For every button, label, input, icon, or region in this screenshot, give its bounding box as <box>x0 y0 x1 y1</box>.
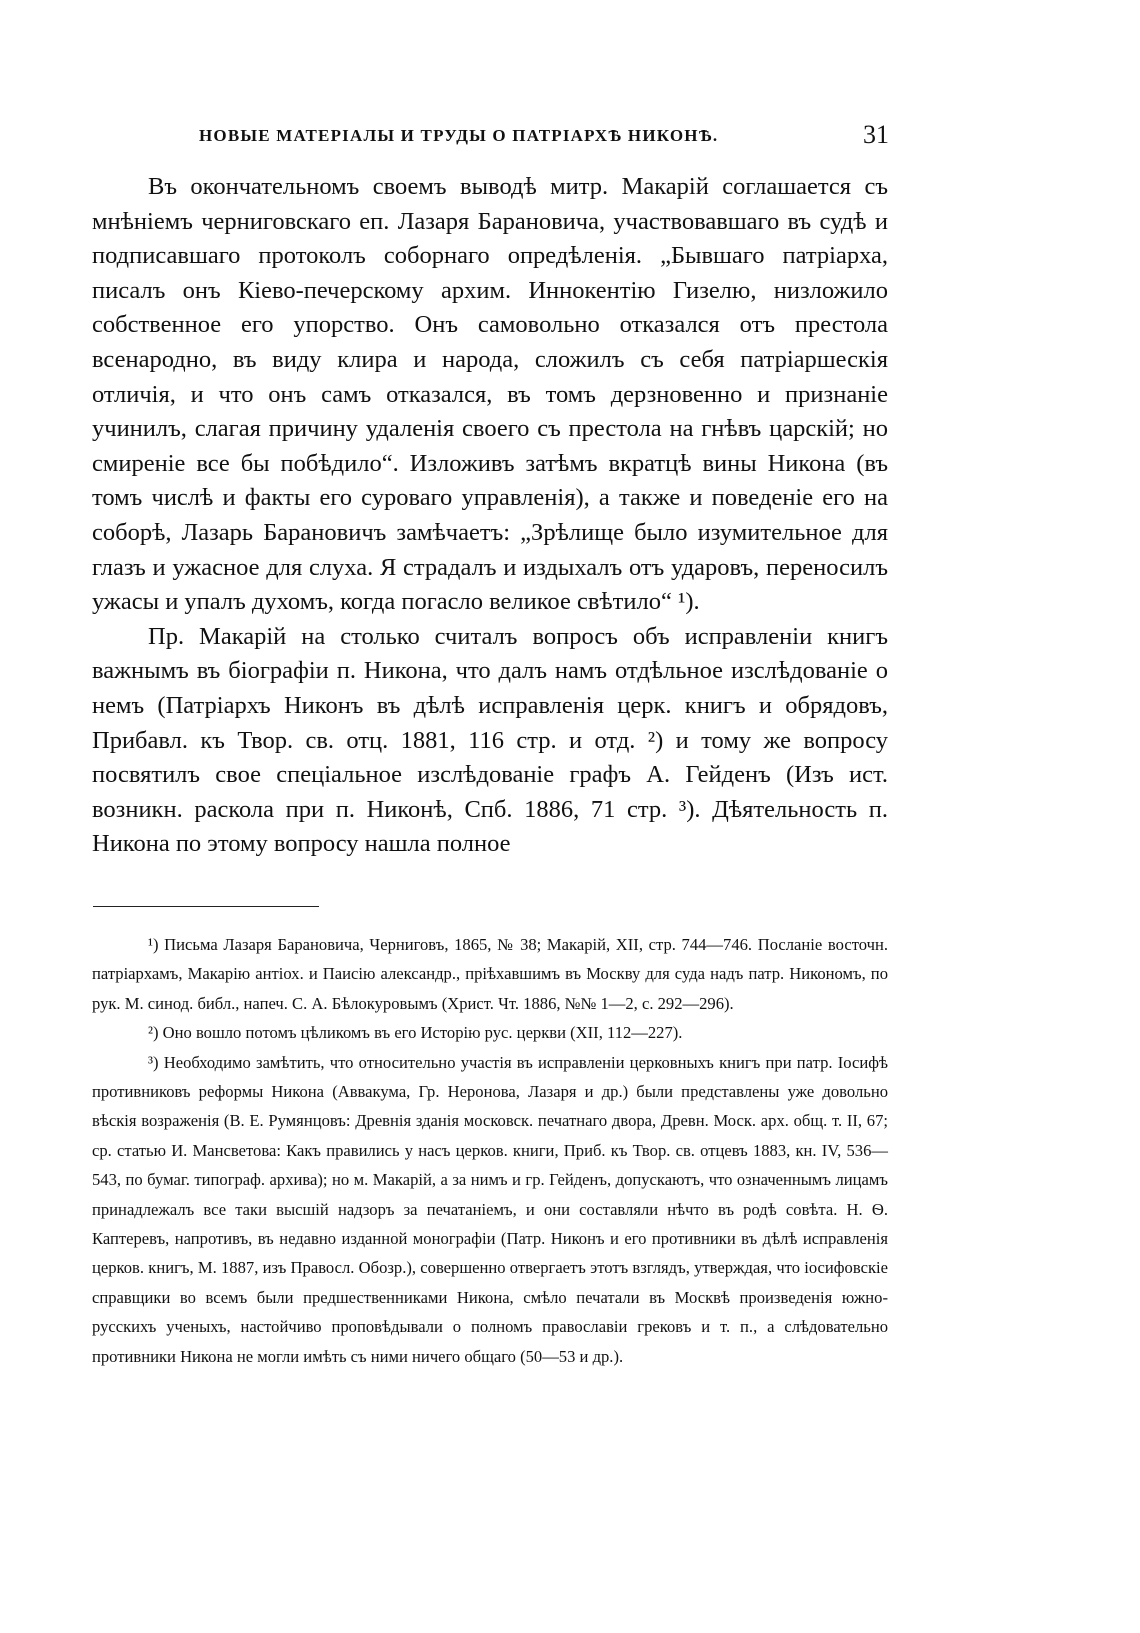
main-text <box>92 170 888 862</box>
body-paragraph: Пр. Макарій на столько считалъ вопросъ объ исправленіи книгъ важнымъ въ біографіи п. Никона, что далъ намъ отдѣльное изслѣдованіе о немъ (Патріархъ Никонъ въ дѣлѣ исправленія церк. книгъ и обрядовъ, Прибавл. къ Твор. св. отц. 1881, 116 стр. и отд. ²) и тому же вопросу посвятилъ свое спеціальное изслѣдованіе графъ А. Гейденъ (Изъ ист. возникн. раскола при п. Никонѣ, Спб. 1886, 71 стр. ³). Дѣятельность п. Никона по этому вопросу нашла полное <box>92 622 888 858</box>
footnote: ²) Оно вошло потомъ цѣликомъ въ его Исторію рус. церкви (XII, 112—227). <box>148 1023 683 1043</box>
body-paragraph: Въ окончательномъ своемъ выводѣ митр. Макарій соглашается съ мнѣніемъ черниговскаго еп. Лазаря Барановича, участвовавшаго въ судѣ и подписавшаго протоколъ соборнаго опредѣленія. „Бывшаго патріарха, писалъ онъ Кіево-печерскому архим. Иннокентію Гизелю, низложило собственное его упорство. Онъ самовольно отказался отъ престола всенародно, въ виду клира и народа, сложилъ съ себя патріаршескія отличія, и что онъ самъ отказался, въ томъ дерзновенно и признаніе учинилъ, слагая причину удаленія своего съ престола на гнѣвъ царскій; но смиреніе все бы побѣдило“. Изложивъ затѣмъ вкратцѣ вины Никона (въ томъ числѣ и факты его суроваго управленія), а также и поведеніе его на соборѣ, Лазарь Барановичъ замѣчаетъ: „Зрѣлище было изумительное для глазъ и ужасное для слуха. Я страдалъ и издыхалъ отъ ударовъ, переносилъ ужасы и упалъ духомъ, когда погасло великое свѣтило“ ¹). <box>92 173 888 616</box>
footnotes <box>92 930 888 1371</box>
footnote: ³) Необходимо замѣтить, что относительно участія въ исправленіи церковныхъ книгъ при патр. Іосифѣ противниковъ реформы Никона (Аввакума, Гр. Неронова, Лазаря и др.) были представлены уже довольно вѣскія возраженія (В. Е. Румянцовъ: Древнія зданія московск. печатнаго двора, Древн. Моск. арх. общ. т. II, 67; ср. статью И. Мансветова: Какъ правились у насъ церков. книги, Приб. къ Твор. св. отцевъ 1883, кн. IV, 536—543, по бумаг. типограф. архива); но м. Макарій, а за нимъ и гр. Гейденъ, допускаютъ, что означеннымъ лицамъ принадлежалъ все таки высшій надзоръ за печатаніемъ, и они составляли нѣчто въ родѣ совѣта. Н. Ѳ. Каптеревъ, напротивъ, въ недавно изданной монографіи (Патр. Никонъ и его противники въ дѣлѣ исправленія церков. книгъ, М. 1887, изъ Правосл. Обозр.), совершенно отвергаетъ этотъ взглядъ, утверждая, что іосифовскіе справщики во всемъ были предшественниками Никона, смѣло печатали въ Москвѣ произведенія южно-русскихъ ученыхъ, настойчиво проповѣдывали о полномъ православіи грековъ и т. п., а слѣдовательно противники Никона не могли имѣть съ ними ничего общаго (50—53 и др.). <box>92 1052 888 1366</box>
running-title: НОВЫЕ МАТЕРІАЛЫ И ТРУДЫ О ПАТРІАРХѢ НИКОНѢ. <box>199 126 719 145</box>
footnote: ¹) Письма Лазаря Барановича, Черниговъ, 1865, № 38; Макарій, XII, стр. 744—746. Посланіе восточн. патріархамъ, Макарію антіох. и Паисію александр., пріѣхавшимъ въ Москву для суда надъ патр. Никономъ, по рук. М. синод. библ., напеч. С. А. Бѣлокуровымъ (Христ. Чт. 1886, №№ 1—2, с. 292—296). <box>92 935 888 1013</box>
running-header <box>199 120 889 160</box>
footnote-divider <box>93 906 319 907</box>
page-number: 31 <box>863 120 889 149</box>
